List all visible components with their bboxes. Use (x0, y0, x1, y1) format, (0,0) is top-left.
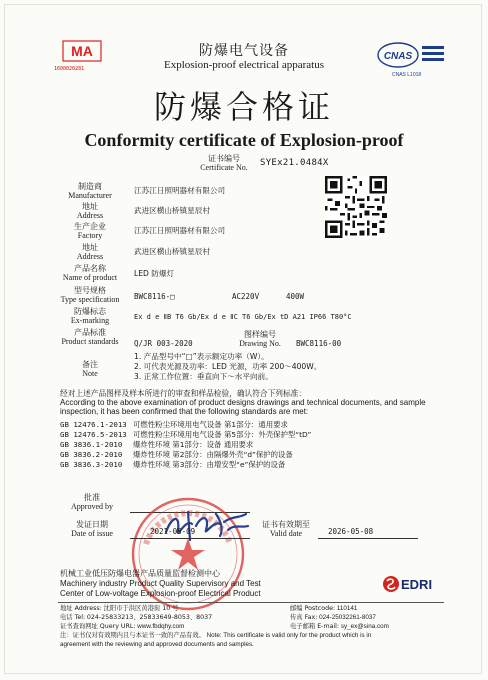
factory-label-cn: 生产企业 (74, 222, 106, 231)
statement-en-2: inspection, it has been confirmed that the following standards are met: (60, 407, 309, 416)
manufacturer-label-en: Manufacturer (68, 191, 112, 200)
note-line: 2. 可代表光源及功率：LED 光源，功率 200～400W。 (134, 362, 322, 371)
footer-query (60, 623, 184, 631)
certificate-label-cn: 证书编号 (208, 154, 240, 163)
footer-tel (60, 614, 212, 622)
valid-date-line (318, 538, 418, 539)
ex-marking-value: Ex d e ⅡB T6 Gb/Ex d e ⅡC T6 Gb/Ex tD A21 IP66 T80°C (134, 313, 352, 321)
standard-name: 可燃性粉尘环境用电气设备 第5部分：外壳保护型“tD” (133, 430, 312, 439)
type-spec-voltage: AC220V (232, 292, 260, 301)
standard-code: GB 3836.3-2010 (60, 460, 123, 469)
approved-label (62, 493, 122, 511)
type-spec-power: 400W (286, 292, 305, 301)
product-standards-value: Q/JR 003-2020 (134, 339, 193, 348)
footer-address-value: 沈阳市于洪区黄港街 10 号 (103, 605, 179, 612)
factory-label (50, 222, 130, 240)
certificate-label-en: Certificate No. (200, 163, 248, 172)
footer-divider (58, 602, 444, 603)
valid-date-label (246, 520, 326, 538)
footer-disclaimer-cn: 注：证书仅对有效期内且与本证书一致的产品有效。 (60, 632, 205, 639)
footer-postcode (290, 605, 357, 613)
product-standards-label (50, 328, 130, 346)
note-line: 3. 正常工作位置：垂直向下～水平向前。 (134, 372, 273, 381)
svg-text:MA: MA (71, 43, 93, 59)
title-en-small: Explosion-proof electrical apparatus (163, 59, 325, 71)
product-name-label-en: Name of product (62, 273, 118, 282)
valid-date: 2026-05-08 (328, 527, 374, 536)
issue-date: 2021-05-09 (150, 527, 196, 536)
cnas-number: CNAS L1018 (392, 72, 422, 78)
address2-label-en: Address (76, 252, 104, 261)
footer-address (60, 605, 179, 613)
issue-date-line (130, 538, 250, 539)
product-name-value: LED 防爆灯 (134, 269, 175, 278)
address1-label-en: Address (76, 211, 104, 220)
footer-address-label: 地址 Address: (60, 605, 102, 612)
issue-date-label-cn: 发证日期 (76, 520, 108, 529)
signature (162, 506, 252, 546)
product-name-label-cn: 产品名称 (74, 264, 106, 273)
address2-label-cn: 地址 (82, 243, 98, 252)
sedri-logo (382, 574, 442, 594)
standard-code: GB 12476.5-2013 (60, 430, 127, 439)
footer-disclaimer-en-2: agreement with the reviewing and approved documents and samples. (60, 641, 254, 648)
drawing-value: BWC8116-00 (296, 339, 342, 348)
note-label (50, 360, 130, 378)
footer-email (290, 623, 389, 631)
drawing-label-cn: 图样编号 (244, 330, 276, 339)
type-spec-label (50, 286, 130, 304)
note-lines (134, 352, 321, 382)
address1-label (50, 202, 130, 220)
type-spec-label-en: Type specification (60, 295, 120, 304)
issuer-en-1: Machinery industry Product Quality Supervisory and Test (60, 579, 261, 588)
issuer-en-2: Center of Low-voltage Explosion-proof Electrical Product (60, 589, 261, 598)
standard-code: GB 12476.1-2013 (60, 420, 127, 429)
footer-postcode-label: 邮编 Postcode: (290, 605, 336, 612)
title-en-large: Conformity certificate of Explosion-proof (84, 130, 404, 150)
qr-code (325, 176, 387, 238)
note-line: 1. 产品型号中“□”表示额定功率（W）。 (134, 352, 269, 361)
title-cn-small: 防爆电气设备 (199, 43, 289, 59)
standard-name: 爆炸性环境 第2部分：由隔爆外壳“d”保护的设备 (133, 450, 293, 459)
footer-postcode-value: 110141 (336, 605, 358, 612)
factory-label-en: Factory (77, 231, 103, 240)
factory-value: 江苏江日照明器材有限公司 (134, 226, 226, 235)
ex-marking-label-cn: 防爆标志 (74, 307, 106, 316)
standard-name: 爆炸性环境 第1部分：设备 通用要求 (133, 440, 254, 449)
title-cn-large: 防爆合格证 (153, 88, 334, 126)
note-label-en: Note (82, 369, 98, 378)
issue-date-label-en: Date of issue (71, 529, 113, 538)
statement (60, 389, 460, 416)
ex-marking-label-en: Ex-marking (70, 316, 110, 325)
valid-date-label-en: Valid date (269, 529, 303, 538)
footer-tel-value: 024-25833213、25833649-8053、8037 (86, 614, 213, 621)
footer-fax-label: 传真 Fax: (290, 614, 318, 621)
address1-label-cn: 地址 (82, 202, 98, 211)
issue-date-label (62, 520, 122, 538)
statement-en-1: According to the above examination of product designs drawings and technical documents, and sample (60, 398, 426, 407)
approved-label-cn: 批准 (84, 493, 100, 502)
standard-name: 可燃性粉尘环境用电气设备 第1部分：通用要求 (133, 420, 288, 429)
footer-email-label: 电子邮箱 E-mail: (290, 623, 340, 630)
product-name-label (50, 264, 130, 282)
footer-fax (290, 614, 376, 622)
manufacturer-label (50, 182, 130, 200)
footer-disclaimer-en-1: Note: This certificate is valid only for the product which is in (206, 632, 372, 639)
type-spec-label-cn: 型号规格 (74, 286, 106, 295)
footer-fax-value: 024-25032261-8037 (319, 614, 376, 621)
standard-code: GB 3836.2-2010 (60, 450, 123, 459)
footer-disclaimer (60, 632, 371, 640)
footer-email-value[interactable]: sy_ex@sina.com (340, 623, 389, 630)
footer-query-label: 证书查询网址 Query URL: (60, 623, 136, 630)
footer-disclaimer-line2 (60, 641, 254, 649)
note-label-cn: 备注 (82, 360, 98, 369)
manufacturer-label-cn: 制造商 (78, 182, 102, 191)
approved-label-en: Approved by (71, 502, 113, 511)
certificate-number: SYEx21.0484X (260, 158, 329, 168)
footer-query-value[interactable]: www.fbdqhy.com (137, 623, 185, 630)
standard-row (60, 459, 285, 470)
address2-value: 武进区横山桥镇星辰村 (134, 247, 210, 256)
ex-marking-label (50, 307, 130, 325)
product-standards-label-cn: 产品标准 (74, 328, 106, 337)
issuer-cn: 机械工业低压防爆电器产品质量监督检测中心 (60, 569, 220, 578)
footer-tel-label: 电话 Tel: (60, 614, 86, 621)
sedri-logo-text: EDRI (401, 577, 433, 592)
issuer (60, 569, 261, 599)
address2-label (50, 243, 130, 261)
standard-code: GB 3836.1-2010 (60, 440, 123, 449)
type-spec-value: BWC8116-□ (134, 292, 175, 301)
drawing-label (234, 330, 286, 348)
statement-cn: 经对上述产品图样及样本所进行的审查和样品检验，确认符合下列标准： (60, 389, 307, 398)
svg-text:CNAS: CNAS (383, 51, 413, 62)
address1-value: 武进区横山桥镇星辰村 (134, 206, 210, 215)
drawing-label-en: Drawing No. (239, 339, 281, 348)
standard-name: 爆炸性环境 第3部分：由增安型“e”保护的设备 (133, 460, 286, 469)
cma-number: 1600020281 (54, 66, 85, 72)
product-standards-label-en: Product standards (61, 337, 119, 346)
certificate-number-label (189, 154, 259, 172)
manufacturer-value: 江苏江日照明器材有限公司 (134, 186, 226, 195)
valid-date-label-cn: 证书有效期至 (262, 520, 310, 529)
